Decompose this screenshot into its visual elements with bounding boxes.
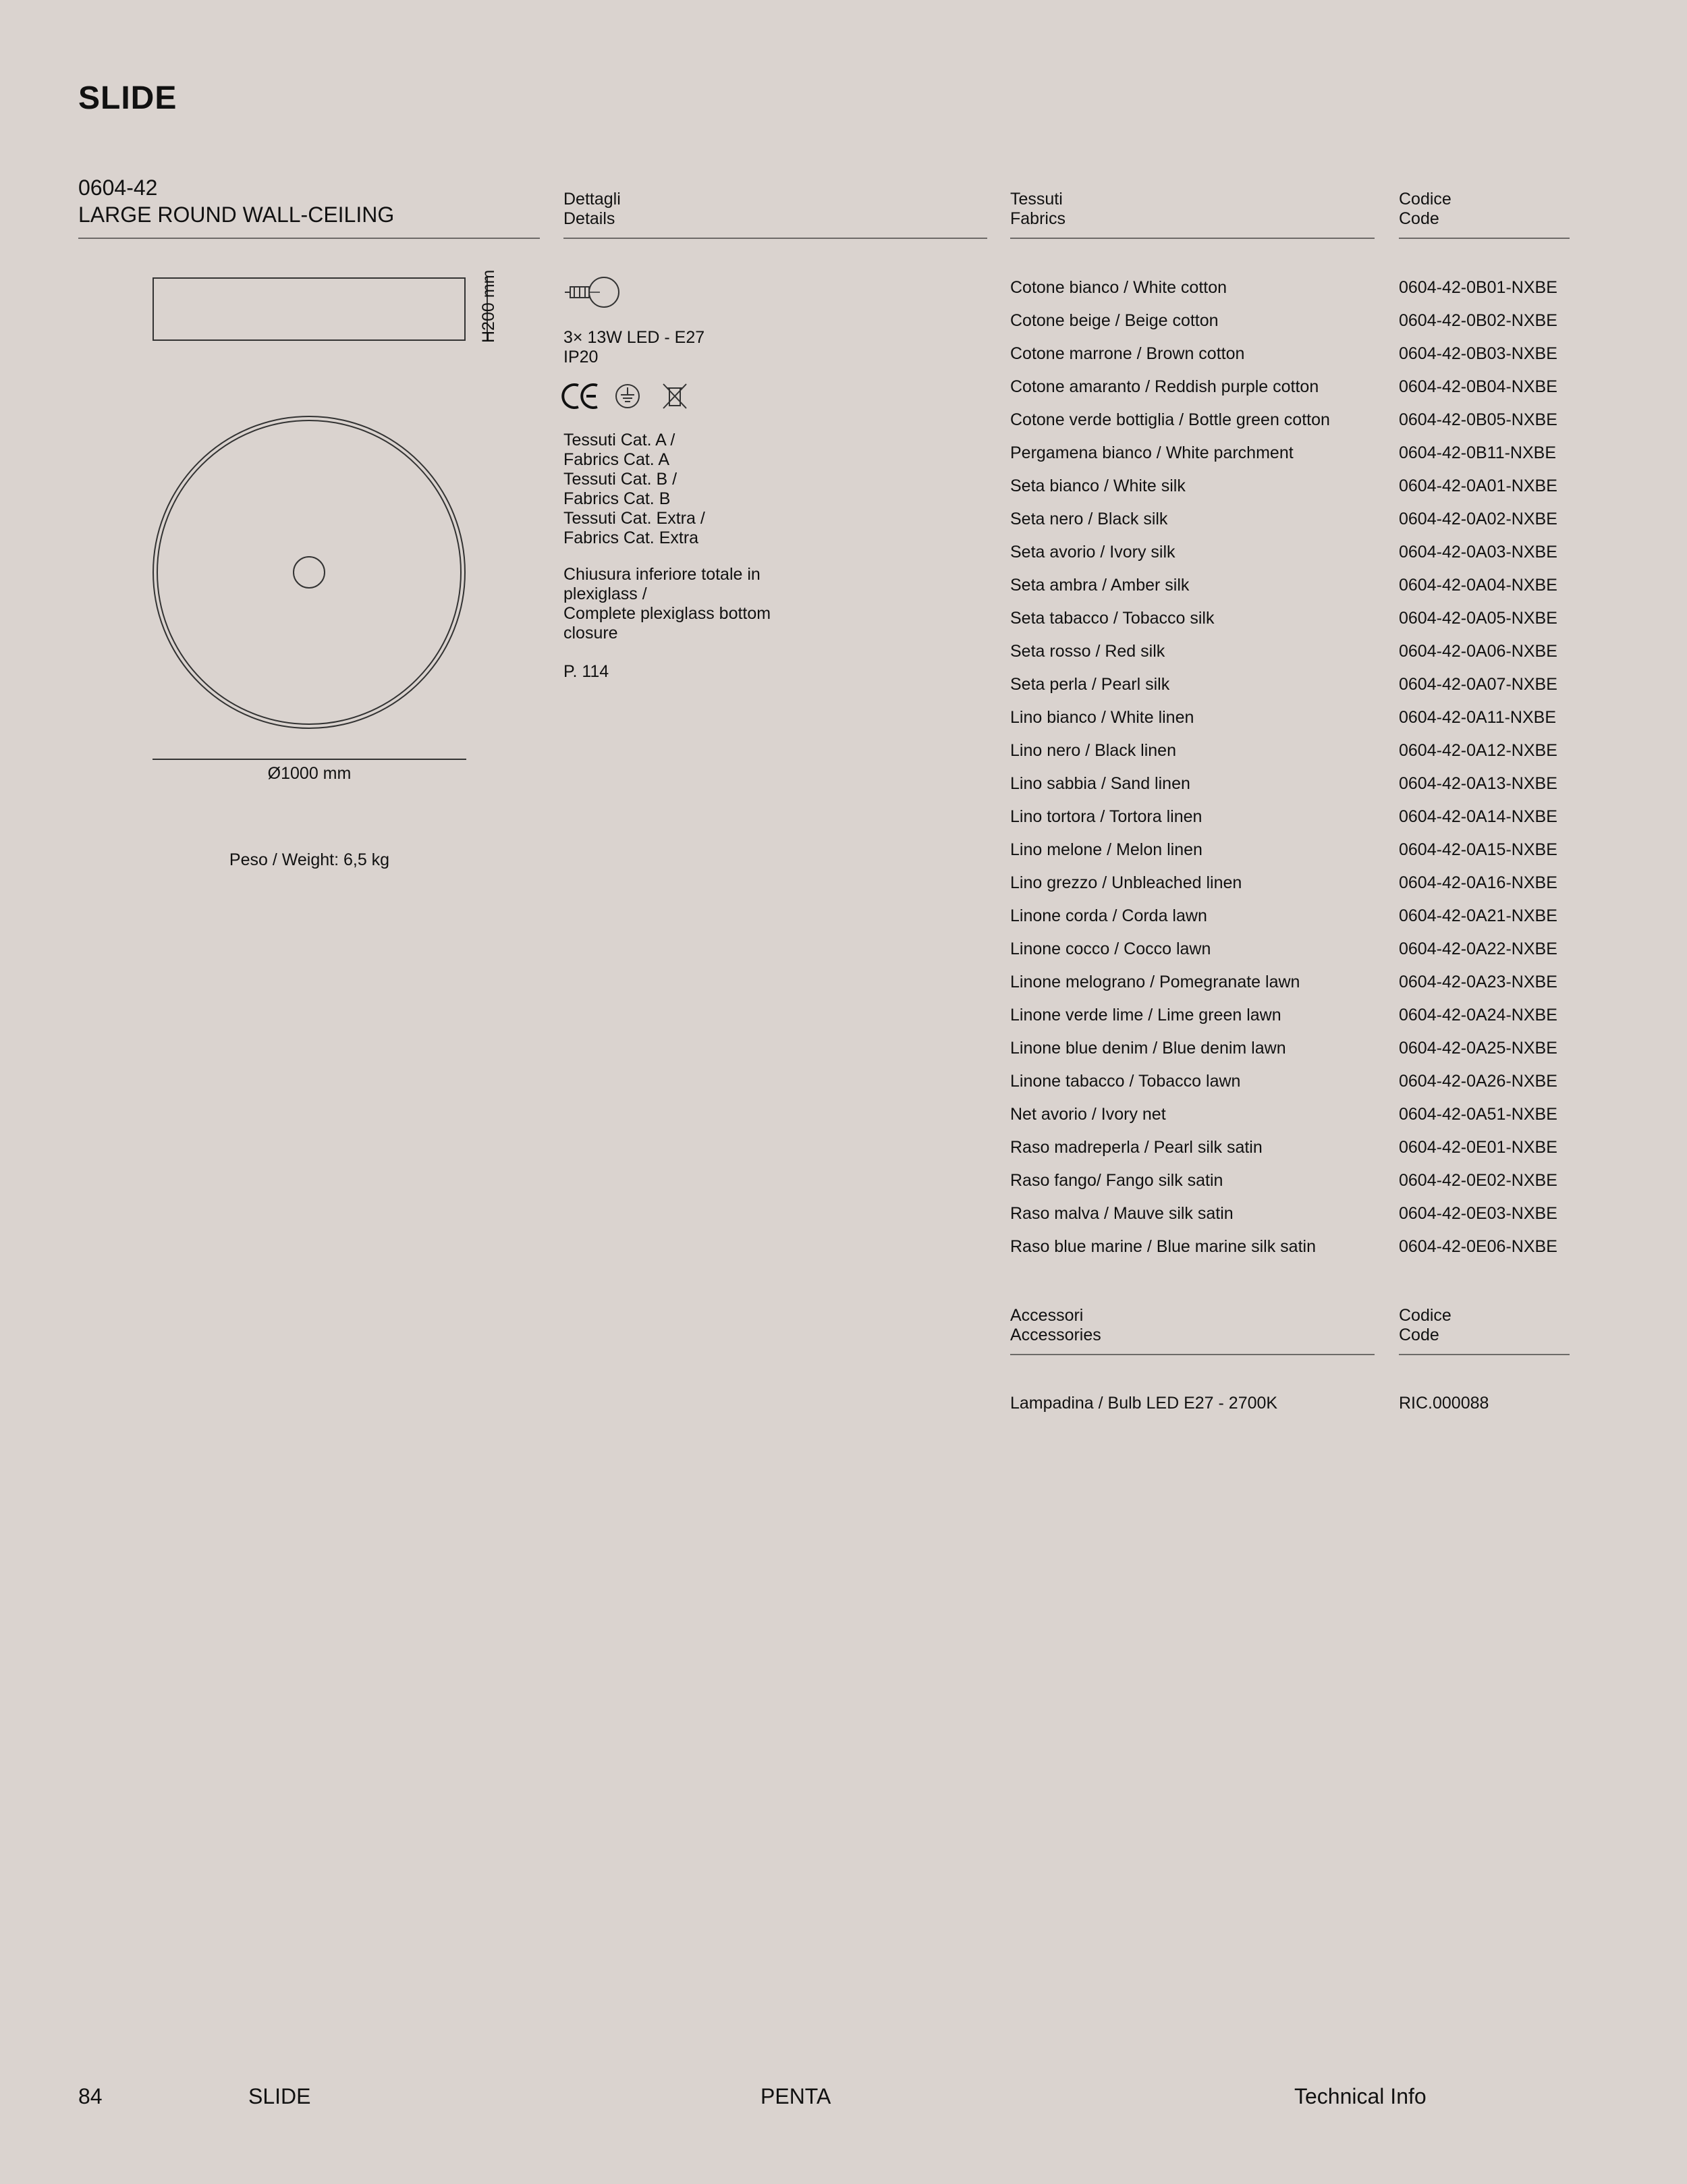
fabric-code: 0604-42-0A22-NXBE bbox=[1399, 939, 1557, 958]
diameter-label: Ø1000 mm bbox=[267, 764, 352, 783]
fabric-name: Seta ambra / Amber silk bbox=[1010, 576, 1190, 595]
accessories-header-en: Accessories bbox=[1010, 1326, 1101, 1344]
fabric-code: 0604-42-0A03-NXBE bbox=[1399, 543, 1557, 562]
fabric-code: 0604-42-0A23-NXBE bbox=[1399, 973, 1557, 991]
fabric-code: 0604-42-0A11-NXBE bbox=[1399, 708, 1557, 727]
fabric-name: Lino sabbia / Sand linen bbox=[1010, 774, 1190, 793]
fabric-code: 0604-42-0A13-NXBE bbox=[1399, 774, 1557, 793]
ground-icon bbox=[616, 385, 639, 408]
fabric-name: Lino nero / Black linen bbox=[1010, 741, 1176, 760]
brand-title: SLIDE bbox=[78, 80, 177, 116]
accessories-header bbox=[1010, 1306, 1101, 1345]
fabric-name: Seta avorio / Ivory silk bbox=[1010, 543, 1176, 562]
fabric-code: 0604-42-0A06-NXBE bbox=[1399, 642, 1557, 661]
accessories-header-it: Accessori bbox=[1010, 1306, 1084, 1325]
product-name: LARGE ROUND WALL-CEILING bbox=[78, 202, 395, 227]
footer-section: Technical Info bbox=[1294, 2084, 1427, 2108]
fabric-code: 0604-42-0A26-NXBE bbox=[1399, 1072, 1557, 1091]
accessories-code-header bbox=[1399, 1306, 1451, 1345]
fabric-name: Linone verde lime / Lime green lawn bbox=[1010, 1006, 1281, 1025]
footer-page-number: 84 bbox=[78, 2084, 103, 2108]
fabric-name: Cotone marrone / Brown cotton bbox=[1010, 344, 1245, 363]
footer-brand: PENTA bbox=[760, 2084, 831, 2108]
code-header-en: Code bbox=[1399, 209, 1439, 228]
fabric-code: 0604-42-0E02-NXBE bbox=[1399, 1171, 1557, 1190]
accessories-code-header-rule bbox=[1399, 1354, 1570, 1355]
fabric-cat-line: Fabrics Cat. A bbox=[563, 450, 669, 469]
fabric-code: 0604-42-0A05-NXBE bbox=[1399, 609, 1557, 628]
fabric-name: Cotone bianco / White cotton bbox=[1010, 278, 1227, 297]
weight-label: Peso / Weight: 6,5 kg bbox=[229, 850, 390, 869]
ip-rating: IP20 bbox=[563, 348, 599, 366]
fabric-name: Cotone verde bottiglia / Bottle green cotton bbox=[1010, 410, 1330, 429]
code-header-it: Codice bbox=[1399, 190, 1451, 209]
closure-line: Chiusura inferiore totale in bbox=[563, 565, 760, 584]
fabric-name: Lino tortora / Tortora linen bbox=[1010, 807, 1202, 826]
fabric-cat-line: Tessuti Cat. A / bbox=[563, 431, 675, 449]
fabric-name: Linone tabacco / Tobacco lawn bbox=[1010, 1072, 1241, 1091]
fabric-code: 0604-42-0B02-NXBE bbox=[1399, 311, 1557, 330]
closure-line: plexiglass / bbox=[563, 584, 647, 603]
lamp-spec: 3× 13W LED - E27 bbox=[563, 328, 705, 347]
details-header-en: Details bbox=[563, 209, 615, 228]
fabric-name: Linone melograno / Pomegranate lawn bbox=[1010, 973, 1300, 991]
fabric-name: Linone cocco / Cocco lawn bbox=[1010, 939, 1211, 958]
fabric-code: 0604-42-0E06-NXBE bbox=[1399, 1237, 1557, 1256]
fabric-name: Pergamena bianco / White parchment bbox=[1010, 443, 1294, 462]
fabric-name: Lino melone / Melon linen bbox=[1010, 840, 1202, 859]
fabric-code: 0604-42-0A02-NXBE bbox=[1399, 510, 1557, 528]
fabric-cat-line: Tessuti Cat. B / bbox=[563, 470, 677, 489]
fabric-code: 0604-42-0A15-NXBE bbox=[1399, 840, 1557, 859]
fabric-name: Seta rosso / Red silk bbox=[1010, 642, 1165, 661]
fabric-name: Lino bianco / White linen bbox=[1010, 708, 1194, 727]
fabrics-header-en: Fabrics bbox=[1010, 209, 1066, 228]
fabric-cat-line: Tessuti Cat. Extra / bbox=[563, 509, 705, 528]
fabric-name: Net avorio / Ivory net bbox=[1010, 1105, 1166, 1124]
fabric-code: 0604-42-0B03-NXBE bbox=[1399, 344, 1557, 363]
fabric-code: 0604-42-0E01-NXBE bbox=[1399, 1138, 1557, 1157]
accessories-code-header-it: Codice bbox=[1399, 1306, 1451, 1325]
accessory-code: RIC.000088 bbox=[1399, 1394, 1489, 1413]
certification-icons bbox=[563, 381, 698, 415]
fabric-code: 0604-42-0A16-NXBE bbox=[1399, 873, 1557, 892]
ce-mark-icon bbox=[563, 385, 597, 408]
fabric-name: Raso fango/ Fango silk satin bbox=[1010, 1171, 1223, 1190]
top-view-outer-circle bbox=[153, 416, 465, 728]
footer-collection: SLIDE bbox=[248, 2084, 311, 2108]
fabric-name: Cotone beige / Beige cotton bbox=[1010, 311, 1219, 330]
fabrics-header-it: Tessuti bbox=[1010, 190, 1063, 209]
fabric-cat-line: Fabrics Cat. Extra bbox=[563, 528, 699, 547]
top-view-inner-circle bbox=[157, 420, 461, 724]
fabric-categories bbox=[563, 431, 705, 548]
fabric-name: Cotone amaranto / Reddish purple cotton bbox=[1010, 377, 1319, 396]
fabric-cat-line: Fabrics Cat. B bbox=[563, 489, 671, 508]
accessories-header-rule bbox=[1010, 1354, 1375, 1355]
fabric-code: 0604-42-0B05-NXBE bbox=[1399, 410, 1557, 429]
height-label: H200 mm bbox=[479, 269, 498, 343]
fabric-code: 0604-42-0B01-NXBE bbox=[1399, 278, 1557, 297]
accessories-code-header-en: Code bbox=[1399, 1326, 1439, 1344]
weee-bin-icon bbox=[663, 384, 686, 408]
fabric-name: Seta tabacco / Tobacco silk bbox=[1010, 609, 1215, 628]
fabric-name: Lino grezzo / Unbleached linen bbox=[1010, 873, 1242, 892]
fabric-code: 0604-42-0A01-NXBE bbox=[1399, 476, 1557, 495]
side-view-outline bbox=[153, 278, 465, 340]
fabric-code: 0604-42-0A21-NXBE bbox=[1399, 906, 1557, 925]
fabric-name: Linone corda / Corda lawn bbox=[1010, 906, 1207, 925]
fabric-code: 0604-42-0A12-NXBE bbox=[1399, 741, 1557, 760]
fabric-code: 0604-42-0A04-NXBE bbox=[1399, 576, 1557, 595]
bulb-icon bbox=[563, 273, 624, 314]
fabric-name: Raso malva / Mauve silk satin bbox=[1010, 1204, 1234, 1223]
fabric-code: 0604-42-0A24-NXBE bbox=[1399, 1006, 1557, 1025]
fabric-code: 0604-42-0E03-NXBE bbox=[1399, 1204, 1557, 1223]
fabric-name: Seta perla / Pearl silk bbox=[1010, 675, 1170, 694]
center-mount-circle bbox=[294, 557, 325, 588]
page-reference: P. 114 bbox=[563, 662, 609, 681]
accessory-name: Lampadina / Bulb LED E27 - 2700K bbox=[1010, 1394, 1278, 1413]
fabric-code: 0604-42-0A51-NXBE bbox=[1399, 1105, 1557, 1124]
fabric-name: Seta bianco / White silk bbox=[1010, 476, 1186, 495]
fabric-code: 0604-42-0B04-NXBE bbox=[1399, 377, 1557, 396]
fabric-name: Raso blue marine / Blue marine silk satin bbox=[1010, 1237, 1316, 1256]
product-code: 0604-42 bbox=[78, 175, 158, 200]
details-header-it: Dettagli bbox=[563, 190, 621, 209]
closure-line: Complete plexiglass bottom bbox=[563, 604, 771, 623]
fabric-code: 0604-42-0B11-NXBE bbox=[1399, 443, 1557, 462]
closure-line: closure bbox=[563, 624, 618, 643]
fabric-code: 0604-42-0A07-NXBE bbox=[1399, 675, 1557, 694]
fabric-code: 0604-42-0A25-NXBE bbox=[1399, 1039, 1557, 1058]
closure-note bbox=[563, 565, 771, 643]
fabric-name: Seta nero / Black silk bbox=[1010, 510, 1168, 528]
fabric-code: 0604-42-0A14-NXBE bbox=[1399, 807, 1557, 826]
fabric-name: Linone blue denim / Blue denim lawn bbox=[1010, 1039, 1286, 1058]
fabric-name: Raso madreperla / Pearl silk satin bbox=[1010, 1138, 1263, 1157]
